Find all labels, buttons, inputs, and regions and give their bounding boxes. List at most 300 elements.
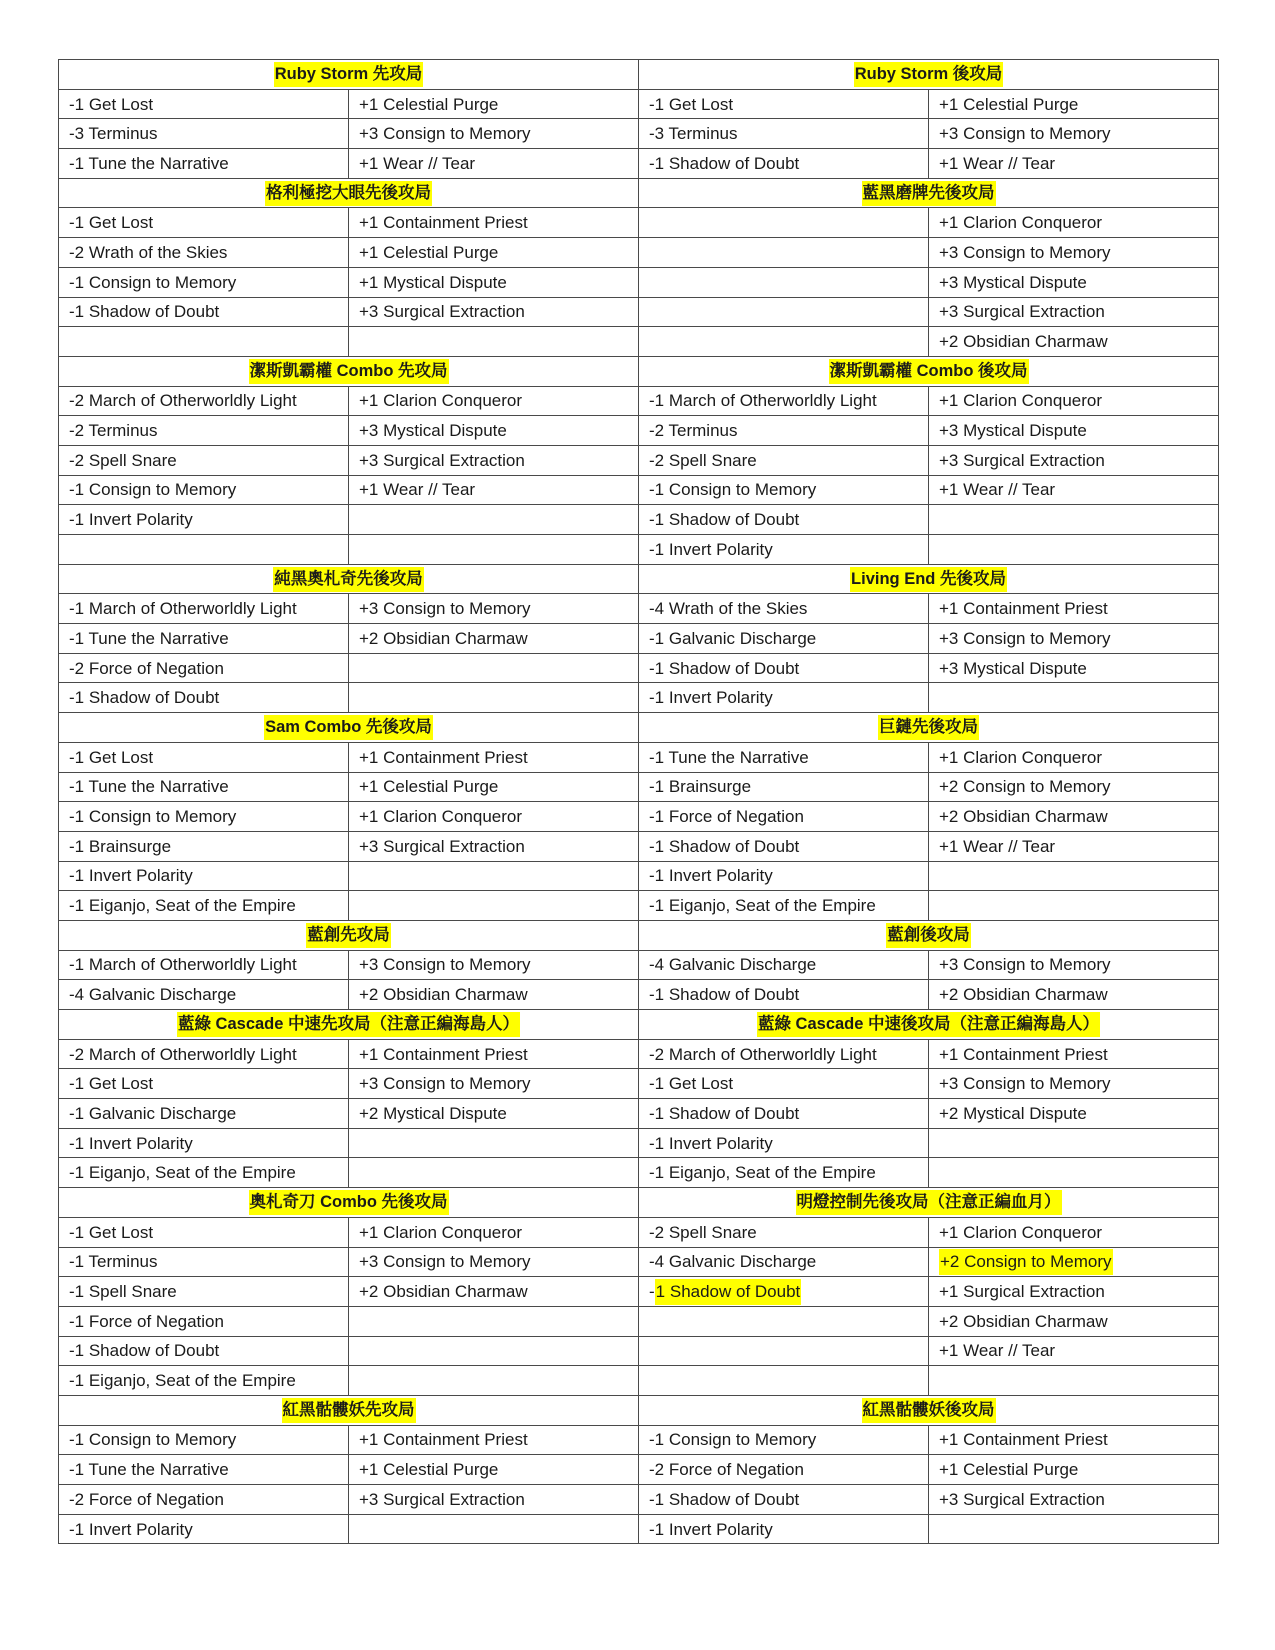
card-out-cell: [639, 1247, 929, 1277]
card-in-cell: [349, 1158, 639, 1188]
card-in-cell: [349, 386, 639, 416]
card-in-cell: [349, 1069, 639, 1099]
table-row: [59, 861, 1219, 891]
card-out-cell: [59, 594, 349, 624]
card-added: +2 Obsidian Charmaw: [359, 1282, 528, 1302]
table-row: [59, 327, 1219, 357]
card-added: +1 Clarion Conqueror: [359, 391, 523, 411]
card-in-cell: [349, 1247, 639, 1277]
card-in-cell: [929, 267, 1219, 297]
card-added: +2 Obsidian Charmaw: [359, 985, 528, 1005]
card-out-cell: [639, 1425, 929, 1455]
card-removed: -1 Consign to Memory: [649, 1430, 817, 1450]
card-removed: -2 Spell Snare: [649, 1222, 757, 1242]
matchup-header-left: [59, 920, 639, 950]
card-out-cell: [59, 1247, 349, 1277]
card-out-cell: [59, 1128, 349, 1158]
table-row: [59, 445, 1219, 475]
matchup-header-left: [59, 178, 639, 208]
matchup-header-row: [59, 178, 1219, 208]
matchup-title: 紅黑骷髏妖先攻局: [282, 1398, 416, 1423]
card-out-cell: [59, 831, 349, 861]
card-out-cell: [59, 653, 349, 683]
card-removed: -1 Brainsurge: [69, 836, 172, 856]
card-added: +1 Containment Priest: [359, 1430, 528, 1450]
table-row: [59, 653, 1219, 683]
table-row: [59, 1336, 1219, 1366]
matchup-header-left: [59, 564, 639, 594]
card-in-cell: [349, 327, 639, 357]
card-added: +3 Surgical Extraction: [939, 1489, 1105, 1509]
card-in-cell: [929, 238, 1219, 268]
card-added: +1 Containment Priest: [359, 747, 528, 767]
card-in-cell: [929, 980, 1219, 1010]
card-in-cell: [349, 535, 639, 565]
card-in-cell: [349, 1039, 639, 1069]
card-out-cell: [639, 1069, 929, 1099]
card-out-cell: [639, 267, 929, 297]
card-added: +3 Consign to Memory: [359, 1252, 531, 1272]
card-added: +1 Clarion Conqueror: [939, 391, 1103, 411]
card-out-cell: [639, 1485, 929, 1515]
matchup-header-right: [639, 920, 1219, 950]
card-in-cell: [929, 1306, 1219, 1336]
card-removed: -2 Spell Snare: [649, 450, 757, 470]
card-in-cell: [349, 594, 639, 624]
card-removed: -1 Invert Polarity: [69, 510, 193, 530]
card-out-cell: [639, 327, 929, 357]
card-added: +1 Wear // Tear: [939, 836, 1056, 856]
card-out-cell: [639, 831, 929, 861]
card-out-cell: [639, 1158, 929, 1188]
card-out-cell: [639, 535, 929, 565]
card-out-cell: [639, 1366, 929, 1396]
card-removed: -1 Shadow of Doubt: [649, 836, 800, 856]
table-row: [59, 1099, 1219, 1129]
card-out-cell: [639, 1099, 929, 1129]
table-row: [59, 742, 1219, 772]
matchup-header-right: [639, 1010, 1219, 1040]
card-out-cell: [639, 1039, 929, 1069]
card-removed: -1 Get Lost: [69, 1222, 154, 1242]
table-row: [59, 1128, 1219, 1158]
matchup-title: 奧札奇刀 Combo 先後攻局: [249, 1190, 449, 1215]
matchup-header-row: [59, 713, 1219, 743]
card-added: +1 Celestial Purge: [939, 1460, 1079, 1480]
card-removed: -1 Consign to Memory: [69, 807, 237, 827]
card-removed: -4 Galvanic Discharge: [649, 1252, 817, 1272]
table-row: [59, 89, 1219, 119]
card-in-cell: [349, 1455, 639, 1485]
card-added: +2 Obsidian Charmaw: [359, 628, 528, 648]
matchup-title: 藍黑磨牌先後攻局: [862, 181, 996, 206]
table-row: [59, 950, 1219, 980]
card-in-cell: [929, 950, 1219, 980]
card-added: +3 Surgical Extraction: [359, 1489, 525, 1509]
card-added: +3 Consign to Memory: [939, 242, 1111, 262]
card-added: +1 Mystical Dispute: [359, 272, 507, 292]
card-in-cell: [349, 416, 639, 446]
card-in-cell: [929, 1277, 1219, 1307]
card-removed: -1 Shadow of Doubt: [69, 688, 220, 708]
card-in-cell: [349, 505, 639, 535]
card-in-cell: [929, 475, 1219, 505]
card-out-cell: [59, 416, 349, 446]
card-removed: -4 Wrath of the Skies: [649, 599, 808, 619]
card-in-cell: [349, 445, 639, 475]
card-added: +1 Containment Priest: [939, 1430, 1108, 1450]
card-in-cell: [929, 1099, 1219, 1129]
card-in-cell: [929, 683, 1219, 713]
matchup-title: 純黑奧札奇先後攻局: [273, 567, 424, 592]
card-added: +2 Obsidian Charmaw: [939, 1311, 1108, 1331]
card-removed: -1 Get Lost: [69, 747, 154, 767]
card-in-cell: [929, 1128, 1219, 1158]
card-added: +2 Mystical Dispute: [939, 1103, 1087, 1123]
card-in-cell: [349, 1306, 639, 1336]
card-removed: -1 Invert Polarity: [649, 866, 773, 886]
matchup-title: 藍綠 Cascade 中速先攻局（注意正編海島人）: [177, 1012, 520, 1037]
table-row: [59, 475, 1219, 505]
card-out-cell: [639, 1514, 929, 1544]
card-out-cell: [59, 1425, 349, 1455]
card-removed: -2 Force of Negation: [649, 1460, 804, 1480]
card-in-cell: [929, 1455, 1219, 1485]
table-row: [59, 831, 1219, 861]
card-out-cell: [639, 742, 929, 772]
card-in-cell: [929, 742, 1219, 772]
matchup-header-row: [59, 564, 1219, 594]
card-added: +3 Consign to Memory: [939, 628, 1111, 648]
card-out-cell: [59, 624, 349, 654]
card-removed: -2 Terminus: [649, 421, 738, 441]
matchup-header-left: [59, 356, 639, 386]
card-in-cell: [929, 1514, 1219, 1544]
card-added: +1 Wear // Tear: [939, 1341, 1056, 1361]
card-in-cell: [349, 980, 639, 1010]
card-removed: -1 Tune the Narrative: [69, 153, 229, 173]
card-out-cell: [59, 861, 349, 891]
table-row: [59, 594, 1219, 624]
table-row: [59, 416, 1219, 446]
card-removed: -1 Shadow of Doubt: [69, 302, 220, 322]
card-in-cell: [929, 1039, 1219, 1069]
card-removed: -1 Shadow of Doubt: [649, 985, 800, 1005]
card-out-cell: [59, 891, 349, 921]
table-row: [59, 1485, 1219, 1515]
card-in-cell: [349, 1277, 639, 1307]
table-row: [59, 208, 1219, 238]
card-in-cell: [349, 1514, 639, 1544]
card-in-cell: [929, 149, 1219, 179]
card-in-cell: [349, 1485, 639, 1515]
card-in-cell: [929, 802, 1219, 832]
card-in-cell: [929, 1485, 1219, 1515]
card-removed: -1 Shadow of Doubt: [649, 510, 800, 530]
card-in-cell: [929, 861, 1219, 891]
matchup-title: 潔斯凱霸權 Combo 後攻局: [829, 359, 1029, 384]
card-out-cell: [639, 772, 929, 802]
card-added: +1 Wear // Tear: [359, 153, 476, 173]
card-in-cell: [929, 1247, 1219, 1277]
card-out-cell: [59, 772, 349, 802]
card-added: +3 Surgical Extraction: [359, 450, 525, 470]
card-out-cell: [59, 1099, 349, 1129]
matchup-header-right: [639, 178, 1219, 208]
card-in-cell: [349, 772, 639, 802]
card-in-cell: [349, 267, 639, 297]
table-row: [59, 1158, 1219, 1188]
card-out-cell: [639, 1277, 929, 1307]
matchup-header-right: [639, 564, 1219, 594]
card-in-cell: [929, 653, 1219, 683]
card-added: +3 Consign to Memory: [359, 1074, 531, 1094]
card-in-cell: [349, 475, 639, 505]
matchup-title: 藍創後攻局: [886, 923, 971, 948]
card-added: +1 Celestial Purge: [359, 1460, 499, 1480]
card-in-cell: [349, 802, 639, 832]
card-in-cell: [929, 505, 1219, 535]
card-removed: -2 March of Otherworldly Light: [69, 1044, 297, 1064]
table-row: [59, 683, 1219, 713]
card-out-cell: [639, 208, 929, 238]
card-in-cell: [349, 1099, 639, 1129]
table-row: [59, 772, 1219, 802]
card-added: +1 Clarion Conqueror: [359, 807, 523, 827]
table-row: [59, 1455, 1219, 1485]
matchup-header-right: [639, 60, 1219, 90]
card-removed: -1 Tune the Narrative: [69, 628, 229, 648]
matchup-header-row: [59, 1395, 1219, 1425]
card-out-cell: [639, 683, 929, 713]
card-removed: -1 Eiganjo, Seat of the Empire: [649, 896, 876, 916]
card-out-cell: [639, 1128, 929, 1158]
card-removed: -1 Consign to Memory: [69, 272, 237, 292]
matchup-title: 紅黑骷髏妖後攻局: [862, 1398, 996, 1423]
card-added: +1 Containment Priest: [939, 599, 1108, 619]
card-removed: -1 Consign to Memory: [649, 480, 817, 500]
card-removed: -3 Terminus: [649, 124, 738, 144]
card-in-cell: [929, 416, 1219, 446]
card-out-cell: [639, 861, 929, 891]
card-out-cell: [59, 1277, 349, 1307]
card-added: +3 Mystical Dispute: [939, 272, 1087, 292]
table-row: [59, 535, 1219, 565]
card-removed: -4 Galvanic Discharge: [69, 985, 237, 1005]
card-out-cell: [59, 742, 349, 772]
card-added: +3 Consign to Memory: [939, 1074, 1111, 1094]
card-removed: -2 March of Otherworldly Light: [69, 391, 297, 411]
card-in-cell: [929, 1425, 1219, 1455]
matchup-header-left: [59, 1395, 639, 1425]
card-added: +3 Consign to Memory: [359, 955, 531, 975]
card-out-cell: [59, 208, 349, 238]
table-body: [59, 60, 1219, 1544]
table-row: [59, 238, 1219, 268]
matchup-title: 潔斯凱霸權 Combo 先攻局: [249, 359, 449, 384]
card-in-cell: [929, 445, 1219, 475]
card-out-cell: [59, 267, 349, 297]
card-removed: -1 Consign to Memory: [69, 480, 237, 500]
card-in-cell: [349, 624, 639, 654]
card-removed: -1 Brainsurge: [649, 777, 752, 797]
table-row: [59, 1425, 1219, 1455]
card-added: +2 Obsidian Charmaw: [939, 332, 1108, 352]
card-added: +2 Consign to Memory: [939, 777, 1111, 797]
card-in-cell: [929, 119, 1219, 149]
card-out-cell: [59, 1039, 349, 1069]
card-removed: -1 Eiganjo, Seat of the Empire: [69, 1371, 296, 1391]
matchup-header-right: [639, 713, 1219, 743]
card-in-cell: [929, 1069, 1219, 1099]
card-removed: -1 Tune the Narrative: [69, 1460, 229, 1480]
card-in-cell: [349, 89, 639, 119]
table-row: [59, 267, 1219, 297]
card-in-cell: [349, 238, 639, 268]
card-out-cell: [59, 149, 349, 179]
table-row: [59, 1306, 1219, 1336]
card-removed: -1 Tune the Narrative: [649, 747, 809, 767]
card-in-cell: [349, 1128, 639, 1158]
card-out-cell: [639, 89, 929, 119]
card-out-cell: [639, 980, 929, 1010]
card-removed: -2 Wrath of the Skies: [69, 242, 228, 262]
card-removed: -1 Invert Polarity: [649, 688, 773, 708]
table-row: [59, 386, 1219, 416]
card-removed: -1 Spell Snare: [69, 1282, 177, 1302]
card-removed: -1 Get Lost: [649, 94, 734, 114]
card-out-cell: [59, 683, 349, 713]
matchup-title: 巨鏈先後攻局: [878, 715, 979, 740]
card-out-cell: [639, 475, 929, 505]
table-row: [59, 119, 1219, 149]
card-added: +3 Consign to Memory: [939, 124, 1111, 144]
card-removed: -2 March of Otherworldly Light: [649, 1044, 877, 1064]
card-out-cell: [59, 1366, 349, 1396]
table-row: [59, 1247, 1219, 1277]
card-removed: -1 Get Lost: [69, 213, 154, 233]
card-in-cell: [349, 683, 639, 713]
card-added: +2 Consign to Memory: [939, 1249, 1113, 1275]
card-removed: -1 March of Otherworldly Light: [69, 955, 297, 975]
card-out-cell: [59, 119, 349, 149]
card-removed: -1 Shadow of Doubt: [649, 153, 800, 173]
card-added: +3 Mystical Dispute: [939, 421, 1087, 441]
card-out-cell: [59, 1069, 349, 1099]
card-out-cell: [639, 1217, 929, 1247]
card-added: +1 Surgical Extraction: [939, 1282, 1105, 1302]
card-removed: -1 Eiganjo, Seat of the Empire: [69, 1163, 296, 1183]
matchup-header-row: [59, 920, 1219, 950]
table-row: [59, 1069, 1219, 1099]
card-out-cell: [639, 624, 929, 654]
card-in-cell: [349, 891, 639, 921]
card-removed: -1 Tune the Narrative: [69, 777, 229, 797]
card-removed: -1 Galvanic Discharge: [69, 1103, 237, 1123]
matchup-header-left: [59, 713, 639, 743]
matchup-header-right: [639, 1188, 1219, 1218]
card-added: +2 Obsidian Charmaw: [939, 985, 1108, 1005]
card-removed: -4 Galvanic Discharge: [649, 955, 817, 975]
card-out-cell: [59, 1336, 349, 1366]
matchup-title: 格利極挖大眼先後攻局: [265, 181, 432, 206]
card-removed: -1 Shadow of Doubt: [69, 1341, 220, 1361]
card-out-cell: [639, 653, 929, 683]
card-added: +1 Clarion Conqueror: [939, 213, 1103, 233]
card-added: +1 Containment Priest: [359, 213, 528, 233]
card-removed: -1 Invert Polarity: [69, 1133, 193, 1153]
card-in-cell: [929, 89, 1219, 119]
card-out-cell: [59, 980, 349, 1010]
card-in-cell: [929, 594, 1219, 624]
card-removed: -1 Shadow of Doubt: [649, 1103, 800, 1123]
card-removed: -1 Get Lost: [69, 94, 154, 114]
card-in-cell: [349, 742, 639, 772]
card-removed: -1 Shadow of Doubt: [649, 1279, 801, 1305]
card-removed: -1 Shadow of Doubt: [649, 1489, 800, 1509]
card-out-cell: [59, 505, 349, 535]
matchup-title: 藍綠 Cascade 中速後攻局（注意正編海島人）: [757, 1012, 1100, 1037]
card-added: +3 Surgical Extraction: [359, 836, 525, 856]
matchup-header-left: [59, 60, 639, 90]
table-row: [59, 149, 1219, 179]
card-removed: -1 Shadow of Doubt: [649, 658, 800, 678]
card-out-cell: [59, 445, 349, 475]
matchup-header-row: [59, 1010, 1219, 1040]
matchup-title: Sam Combo 先後攻局: [264, 715, 433, 740]
card-in-cell: [929, 208, 1219, 238]
table-row: [59, 1514, 1219, 1544]
card-in-cell: [349, 831, 639, 861]
table-row: [59, 1366, 1219, 1396]
card-in-cell: [349, 297, 639, 327]
card-added: +1 Containment Priest: [359, 1044, 528, 1064]
card-added: +3 Mystical Dispute: [939, 658, 1087, 678]
card-added: +3 Consign to Memory: [939, 955, 1111, 975]
card-removed: -1 Eiganjo, Seat of the Empire: [69, 896, 296, 916]
card-added: +3 Consign to Memory: [359, 124, 531, 144]
card-in-cell: [929, 831, 1219, 861]
matchup-header-left: [59, 1010, 639, 1040]
card-removed: -1 Invert Polarity: [649, 539, 773, 559]
card-in-cell: [929, 624, 1219, 654]
card-out-cell: [59, 238, 349, 268]
matchup-title: Ruby Storm 後攻局: [854, 62, 1004, 87]
card-removed: -1 Get Lost: [649, 1074, 734, 1094]
card-out-cell: [59, 386, 349, 416]
card-in-cell: [349, 208, 639, 238]
card-in-cell: [349, 653, 639, 683]
card-out-cell: [639, 416, 929, 446]
card-added: +2 Mystical Dispute: [359, 1103, 507, 1123]
card-in-cell: [929, 386, 1219, 416]
card-added: +3 Surgical Extraction: [359, 302, 525, 322]
card-in-cell: [929, 327, 1219, 357]
card-in-cell: [349, 119, 639, 149]
card-out-cell: [59, 802, 349, 832]
card-added: +1 Clarion Conqueror: [939, 747, 1103, 767]
card-in-cell: [349, 1336, 639, 1366]
matchup-title: Ruby Storm 先攻局: [274, 62, 424, 87]
matchup-header-row: [59, 1188, 1219, 1218]
card-added: +3 Mystical Dispute: [359, 421, 507, 441]
card-out-cell: [59, 1455, 349, 1485]
card-out-cell: [59, 1306, 349, 1336]
card-out-cell: [639, 238, 929, 268]
card-out-cell: [639, 950, 929, 980]
card-in-cell: [929, 772, 1219, 802]
card-in-cell: [349, 950, 639, 980]
